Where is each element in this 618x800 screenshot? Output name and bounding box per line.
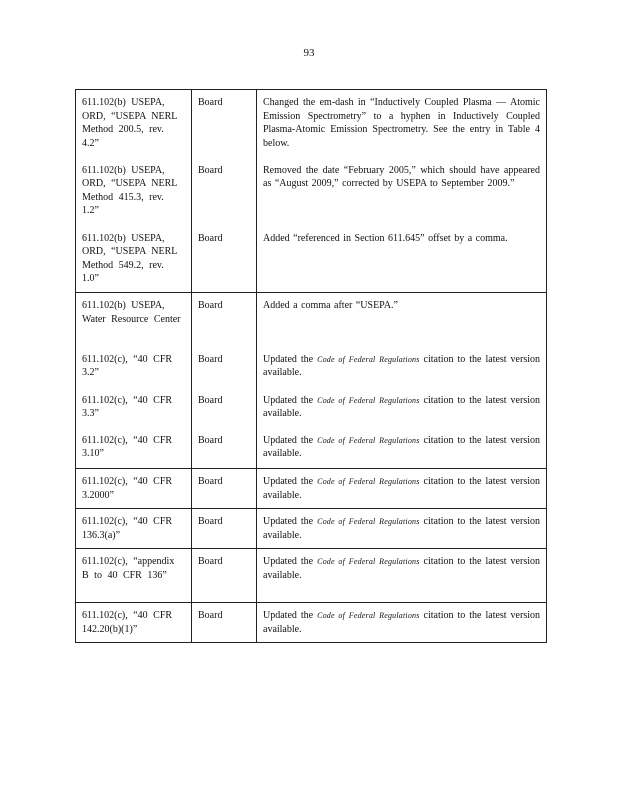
section-cell: 611.102(c), “appendix B to 40 CFR 136” bbox=[76, 549, 192, 603]
change-text-before: Updated the bbox=[263, 556, 314, 567]
change-cell: Changed the em-dash in “Inductively Coupled Plasma — Atomic Emission Spectrometry” to a hyphen in Inductively Coupled Plasma-Atomic Emission Spectrometry. See the entry in Table 4 below. bbox=[257, 90, 547, 158]
section-cell: 611.102(c), “40 CFR 3.10” bbox=[76, 428, 192, 469]
change-text-after: citation to the latest version available. bbox=[263, 353, 540, 378]
change-cell: Removed the date “February 2005,” which should have appeared as “August 2009,” corrected by USEPA to September 2009.” bbox=[257, 158, 547, 226]
table-row bbox=[76, 293, 547, 347]
cfr-title: Code of Federal Regulations bbox=[317, 354, 420, 364]
section-cell: 611.102(c), “40 CFR 3.2000” bbox=[76, 469, 192, 509]
change-cell bbox=[257, 549, 547, 603]
source-cell: Board bbox=[192, 549, 257, 603]
change-text-after: citation to the latest version available. bbox=[263, 434, 540, 459]
source-cell: Board bbox=[192, 90, 257, 158]
change-cell bbox=[257, 469, 547, 509]
change-cell bbox=[257, 603, 547, 643]
section-cell: 611.102(c), “40 CFR 3.3” bbox=[76, 388, 192, 428]
table-row bbox=[76, 603, 547, 643]
table-row bbox=[76, 226, 547, 293]
section-cell: 611.102(b) USEPA, ORD, “USEPA NERL Method 200.5, rev. 4.2” bbox=[76, 90, 192, 158]
change-text-after: citation to the latest version available. bbox=[263, 516, 540, 541]
change-cell bbox=[257, 388, 547, 428]
source-cell: Board bbox=[192, 347, 257, 388]
section-cell: 611.102(b) USEPA, Water Resource Center bbox=[76, 293, 192, 347]
section-cell: 611.102(c), “40 CFR 142.20(b)(1)” bbox=[76, 603, 192, 643]
source-cell: Board bbox=[192, 293, 257, 347]
table-row bbox=[76, 469, 547, 509]
table-row bbox=[76, 388, 547, 428]
cfr-title: Code of Federal Regulations bbox=[317, 611, 420, 620]
section-cell: 611.102(b) USEPA, ORD, “USEPA NERL Method 415.3, rev. 1.2” bbox=[76, 158, 192, 226]
table-row bbox=[76, 428, 547, 469]
change-text-after: citation to the latest version available. bbox=[263, 556, 540, 581]
source-cell: Board bbox=[192, 603, 257, 643]
change-text-after: citation to the latest version available. bbox=[263, 394, 540, 419]
table-row bbox=[76, 509, 547, 549]
cfr-title: Code of Federal Regulations bbox=[317, 395, 420, 405]
change-text-before: Updated the bbox=[263, 353, 314, 365]
change-text-before: Updated the bbox=[263, 516, 314, 527]
source-cell: Board bbox=[192, 388, 257, 428]
table-row bbox=[76, 347, 547, 388]
changes-table bbox=[75, 89, 547, 643]
source-cell: Board bbox=[192, 226, 257, 293]
change-text-before: Updated the bbox=[263, 610, 314, 621]
source-cell: Board bbox=[192, 509, 257, 549]
section-cell: 611.102(b) USEPA, ORD, “USEPA NERL Method 549.2, rev. 1.0” bbox=[76, 226, 192, 293]
source-cell: Board bbox=[192, 428, 257, 469]
change-cell bbox=[257, 428, 547, 469]
page-number: 93 bbox=[303, 47, 315, 59]
change-text-after: citation to the latest version available. bbox=[263, 476, 540, 501]
table-row bbox=[76, 549, 547, 603]
table-row bbox=[76, 90, 547, 158]
change-cell: Added a comma after “USEPA.” bbox=[257, 293, 547, 347]
change-cell bbox=[257, 347, 547, 388]
cfr-title: Code of Federal Regulations bbox=[317, 517, 420, 526]
change-text-after: citation to the latest version available. bbox=[263, 610, 540, 635]
change-text-before: Updated the bbox=[263, 476, 314, 487]
change-cell bbox=[257, 509, 547, 549]
section-cell: 611.102(c), “40 CFR 3.2” bbox=[76, 347, 192, 388]
cfr-title: Code of Federal Regulations bbox=[317, 435, 420, 445]
section-cell: 611.102(c), “40 CFR 136.3(a)” bbox=[76, 509, 192, 549]
cfr-title: Code of Federal Regulations bbox=[317, 557, 420, 566]
table-row bbox=[76, 158, 547, 226]
change-text-before: Updated the bbox=[263, 394, 314, 406]
change-text-before: Updated the bbox=[263, 434, 314, 446]
source-cell: Board bbox=[192, 469, 257, 509]
source-cell: Board bbox=[192, 158, 257, 226]
cfr-title: Code of Federal Regulations bbox=[317, 477, 420, 486]
change-cell: Added “referenced in Section 611.645” offset by a comma. bbox=[257, 226, 547, 293]
